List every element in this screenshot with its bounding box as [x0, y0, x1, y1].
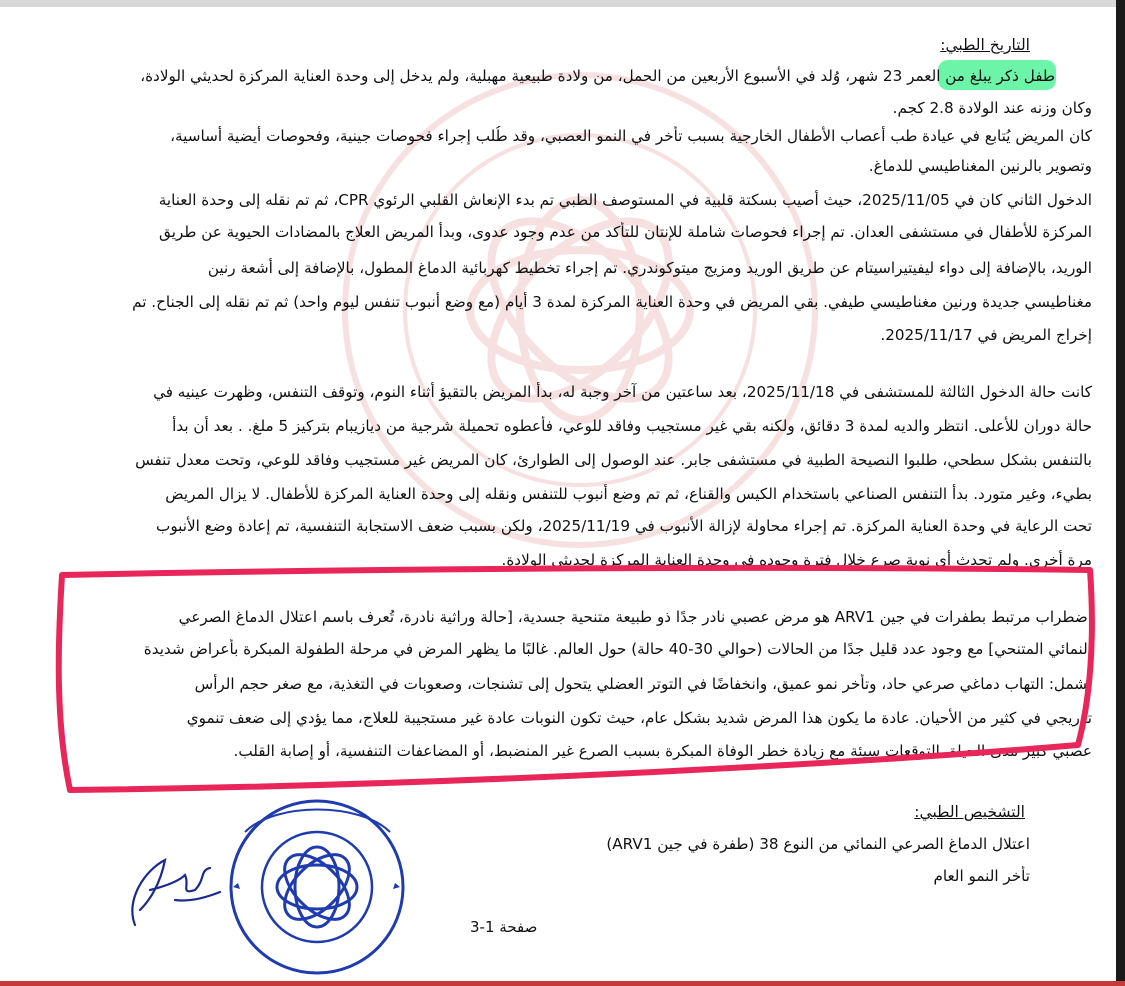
history-line: وكان وزنه عند الولادة 2.8 كجم.: [892, 99, 1092, 117]
history-line: المركزة للأطفال في مستشفى العدان. تم إجراء فحوصات شاملة للإنتان للتأكد من عدم وجود عدوى، وبدأ المريض العلاج بالمضادات الحيوية عن طريق: [159, 223, 1092, 241]
history-line: الوريد، بالإضافة إلى دواء ليفيتيراسيتام عن طريق الوريد ومزيج ميتوكوندري. تم إجراء تخطيط كهربائية الدماغ المطول، بالإضافة إلى أشعة رنين: [207, 259, 1092, 277]
history-line: وتصوير بالرنين المغناطيسي للدماغ.: [868, 157, 1092, 175]
top-edge: [0, 0, 1125, 7]
history-line: بطيء، وغير متورد. بدأ التنفس الصناعي باستخدام الكيس والقناع، ثم تم وضع أنبوب للتنفس ونقله إلى وحدة العناية المركزة للأطفال. لا يزال المريض: [165, 485, 1092, 503]
history-line: طفل ذكر يبلغ من العمر 23 شهر، وُلد في الأسبوع الأربعين من الحمل، من ولادة طبيعية مهبلية، ولم يدخل إلى وحدة العناية المركزة لحديثي الولادة،: [140, 67, 1055, 85]
disease-line: اضطراب مرتبط بطفرات في جين ARV1 هو مرض عصبي نادر جدًا ذو طبيعة متنحية جسدية، [حالة وراثية نادرة، تُعرف باسم اعتلال الدماغ الصرعي: [178, 608, 1092, 626]
disease-line: تدريجي في كثير من الأحيان. عادة ما يكون هذا المرض شديد بشكل عام، حيث تكون النوبات عادة غير مستجيبة للعلاج، مما يؤدي إلى ضعف تنموي: [186, 709, 1092, 727]
bottom-edge: [0, 981, 1125, 986]
right-frame: [1116, 0, 1125, 986]
disease-line: تشمل: التهاب دماغي صرعي حاد، وتأخر نمو عميق، وانخفاضًا في التوتر العضلي يتحول إلى تشنجات، وصعوبات في التغذية، مع صغر حجم الرأس: [194, 675, 1092, 693]
history-line: مغناطيسي جديدة ورنين مغناطيسي طيفي. بقي المريض في وحدة العناية المركزة لمدة 3 أيام (مع وضع أنبوب تنفس ليوم واحد) ثم تم نقله إلى الجناح. تم: [132, 293, 1092, 311]
history-line: الدخول الثاني كان في 2025/11/05، حيث أصيب بسكتة قلبية في المستوصف الطبي تم بدء الإنعاش القلبي الرئوي CPR، ثم تم نقله إلى وحدة العناية: [158, 191, 1092, 209]
signature-icon: [120, 830, 230, 940]
diagnosis-line: اعتلال الدماغ الصرعي النمائي من النوع 38 (طفرة في جين ARV1): [606, 835, 1030, 853]
history-heading: التاريخ الطبي:: [940, 36, 1030, 54]
disease-line: النمائي المتنحي] مع وجود عدد قليل جدًا من الحالات (حوالي 30-40 حالة) حول العالم. غالبًا ما يظهر المرض في مرحلة الطفولة المبكرة بأعراض شديدة: [143, 640, 1092, 658]
history-line: كانت حالة الدخول الثالثة للمستشفى في 2025/11/18، بعد ساعتين من آخر وجبة له، بدأ المريض بالتقيؤ أثناء النوم، وتوقف التنفس، وظهرت عينيه في: [153, 383, 1092, 401]
history-line: حالة دوران للأعلى. انتظر والديه لمدة 3 دقائق، ولكنه بقي غير مستجيب وفاقد للوعي، فأعطوه تحميلة شرجية من ديازيبام بتركيز 5 ملغ. . بعد أن بدأ: [172, 417, 1092, 435]
diagnosis-heading: التشخيص الطبي:: [914, 803, 1025, 821]
stamp-icon: [215, 797, 420, 977]
history-line: تحت الرعاية في وحدة العناية المركزة. تم إجراء محاولة لإزالة الأنبوب في 2025/11/19، ولكن بسبب ضعف الاستجابة التنفسية، تم إعادة وضع الأنبوب: [156, 517, 1092, 535]
history-line: بالتنفس بشكل سطحي، طلبوا النصيحة الطبية في مستشفى جابر. عند الوصول إلى الطوارئ، كان المريض غير مستجيب وفاقد للوعي، وتحت معدل تنفس: [135, 451, 1092, 469]
history-line: كان المريض يُتابع في عيادة طب أعصاب الأطفال الخارجية بسبب تأخر في النمو العصبي، وقد طُلب إجراء فحوصات جينية، وفحوصات أيضية أساسية،: [170, 127, 1092, 145]
page-number: صفحة 1-3: [470, 918, 538, 936]
diagnosis-line: تأخر النمو العام: [933, 867, 1030, 885]
history-line: إخراج المريض في 2025/11/17.: [880, 326, 1092, 344]
disease-line: عصبي كبير مدى الحياة. التوقعات سيئة مع زيادة خطر الوفاة المبكرة بسبب الصرع غير المنضبط، أو المضاعفات التنفسية، أو إصابة القلب.: [233, 742, 1092, 760]
history-line: مرة أخرى. ولم تحدث أي نوبة صرع خلال فترة وجوده في وحدة العناية المركزة لحديثي الولادة.: [501, 551, 1092, 569]
